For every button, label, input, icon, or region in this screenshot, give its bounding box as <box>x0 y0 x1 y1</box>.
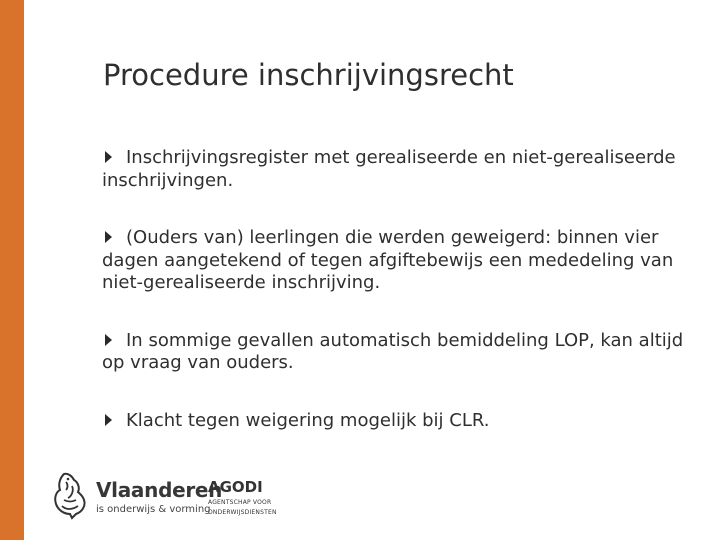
vlaanderen-subtitle: is onderwijs & vorming <box>96 504 211 515</box>
bullet-text: Klacht tegen weigering mogelijk bij CLR. <box>126 409 490 431</box>
bullet-item <box>102 227 692 295</box>
bullet-item <box>102 147 692 192</box>
accent-side-bar <box>0 0 24 540</box>
bullet-text: In sommige gevallen automatisch bemiddeling LOP, kan altijd op vraag van ouders. <box>102 329 684 373</box>
triangle-bullet-icon <box>105 231 112 243</box>
vlaanderen-name: Vlaanderen <box>96 478 223 502</box>
slide-title: Procedure inschrijvingsrecht <box>103 58 514 92</box>
agodi-name: AGODI <box>208 478 263 496</box>
triangle-bullet-icon <box>105 334 112 346</box>
triangle-bullet-icon <box>105 151 112 163</box>
agodi-line-2: ONDERWIJSDIENSTEN <box>208 509 277 516</box>
bullet-list <box>102 147 692 432</box>
bullet-text: Inschrijvingsregister met gerealiseerde en niet-gerealiseerde inschrijvingen. <box>102 147 676 191</box>
bullet-item <box>102 410 692 433</box>
agodi-logo <box>208 478 308 522</box>
lion-icon <box>50 470 92 520</box>
vlaanderen-logo <box>50 470 223 522</box>
bullet-text: (Ouders van) leerlingen die werden geweigerd: binnen vier dagen aangetekend of tegen afgiftebewijs een mededeling van niet-gerealiseerde inschrijving. <box>102 227 674 293</box>
triangle-bullet-icon <box>105 414 112 426</box>
agodi-line-1: AGENTSCHAP VOOR <box>208 499 272 506</box>
bullet-item <box>102 330 692 375</box>
